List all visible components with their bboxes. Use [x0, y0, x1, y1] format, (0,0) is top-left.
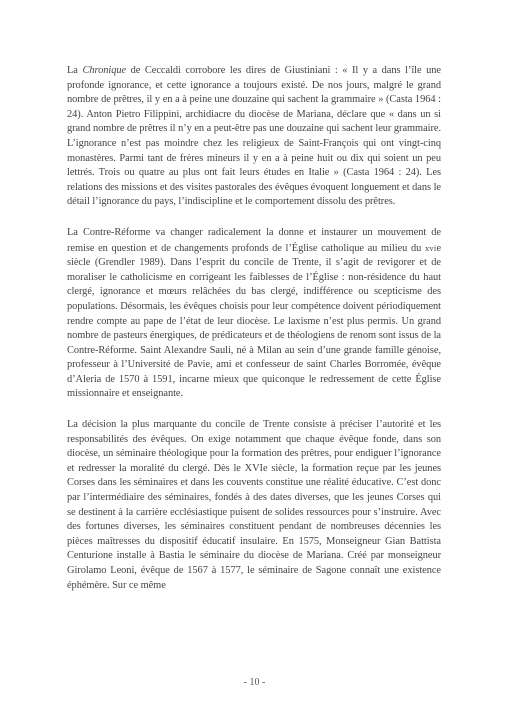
century-numeral: xvi: [424, 242, 437, 253]
paragraph-2: [67, 226, 441, 402]
paragraph-1: [67, 64, 441, 210]
paragraph-3-lead: La décision la plus marquante du concile de Trente consiste à préciser l’autorité et les responsabilités des évêques. On exige notamment que chaque évêque fonde, dans son diocèse, un séminaire théologique pour la formation des prêtres, pour endiguer l’ignorance et redresser la moralité du clergé. Dès le XVIe siècle, la formation reçue par les jeunes Corses dans les séminaires et dans les couvents constitue une réalité éducative. C’est donc par l’intermédiaire des séminaires, fondés à des dates diverses, que les jeunes Corses qui se destinent à la carrière ecclésiastique puisent de solides ressources pour s’instruire. Avec des fortunes diverses, les séminaires constituent pendant de nombreuses décennies les pièces maîtresses du dispositif éducatif insulaire. En 1575, Monseigneur Gian Battista Centurione installe à Bastia le séminaire du diocèse de Mariana. Créé par monseigneur Girolamo Leoni, évêque de 1567 à 1577, le séminaire de Sagone connaît une existence éphémère. Sur ce même: [67, 419, 441, 591]
paragraph-1-lead: La: [67, 65, 83, 76]
paragraph-2-lead: La Contre-Réforme va changer radicalement la donne et instaurer un mouvement de remise en question et de changements profonds de l’Église catholique au milieu du: [67, 226, 441, 254]
body-text: [67, 64, 441, 593]
paragraph-1-rest: de Ceccaldi corrobore les dires de Giustiniani : « Il y a dans l’île une profonde ignorance, et cette ignorance a toujours existé. De nos jours, malgré le grand nombre de prêtres, il y en a à peine une douzaine qui sachent la grammaire » (Casta 1964 : 24). Anton Pietro Filippini, archidiacre du diocèse de Mariana, déclare que « dans un si grand nombre de prêtres il n’y en a peut-être pas une douzaine qui sachent leur grammaire. L’ignorance n’est pas moindre chez les religieux de Saint-François qui ont vingt-cinq monastères. Parmi tant de frères mineurs il y en a à peine huit ou dix qui soient un peu lettrés. Trois ou quatre au plus ont fait leurs études en Italie » (Casta 1964 : 24). Les relations des missions et des visites pastorales des évêques évoquent longuement et dans le détail l’ignorance du pays, l’indiscipline et le comportement dissolu des prêtres.: [67, 65, 441, 208]
chronique-title: Chronique: [82, 65, 127, 76]
paragraph-3: [67, 418, 441, 593]
paragraph-2-rest: e siècle (Grendler 1989). Dans l’esprit du concile de Trente, il s’agit de revigorer et de moraliser le catholicisme en corrigeant les faiblesses de l’Église : non-résidence du haut clergé, ignorance et mœurs relâchées du bas clergé, indifférence ou scepticisme des populations. Désormais, les évêques choisis pour leur compétence doivent périodiquement rendre compte au pape de l’état de leur diocèse. Le laxisme n’est plus permis. Un grand nombre de pasteurs énergiques, de prédicateurs et de théologiens de renom sont issus de la Contre-Réforme. Saint Alexandre Sauli, né à Milan au sein d’une grande famille génoise, professeur à l’Université de Pavie, ami et confesseur de saint Charles Borromée, évêque d’Aleria de 1570 à 1591, incarne mieux que quiconque le redressement de cette Église missionnaire et enseignante.: [67, 242, 441, 400]
page-number: - 10 -: [243, 677, 266, 688]
